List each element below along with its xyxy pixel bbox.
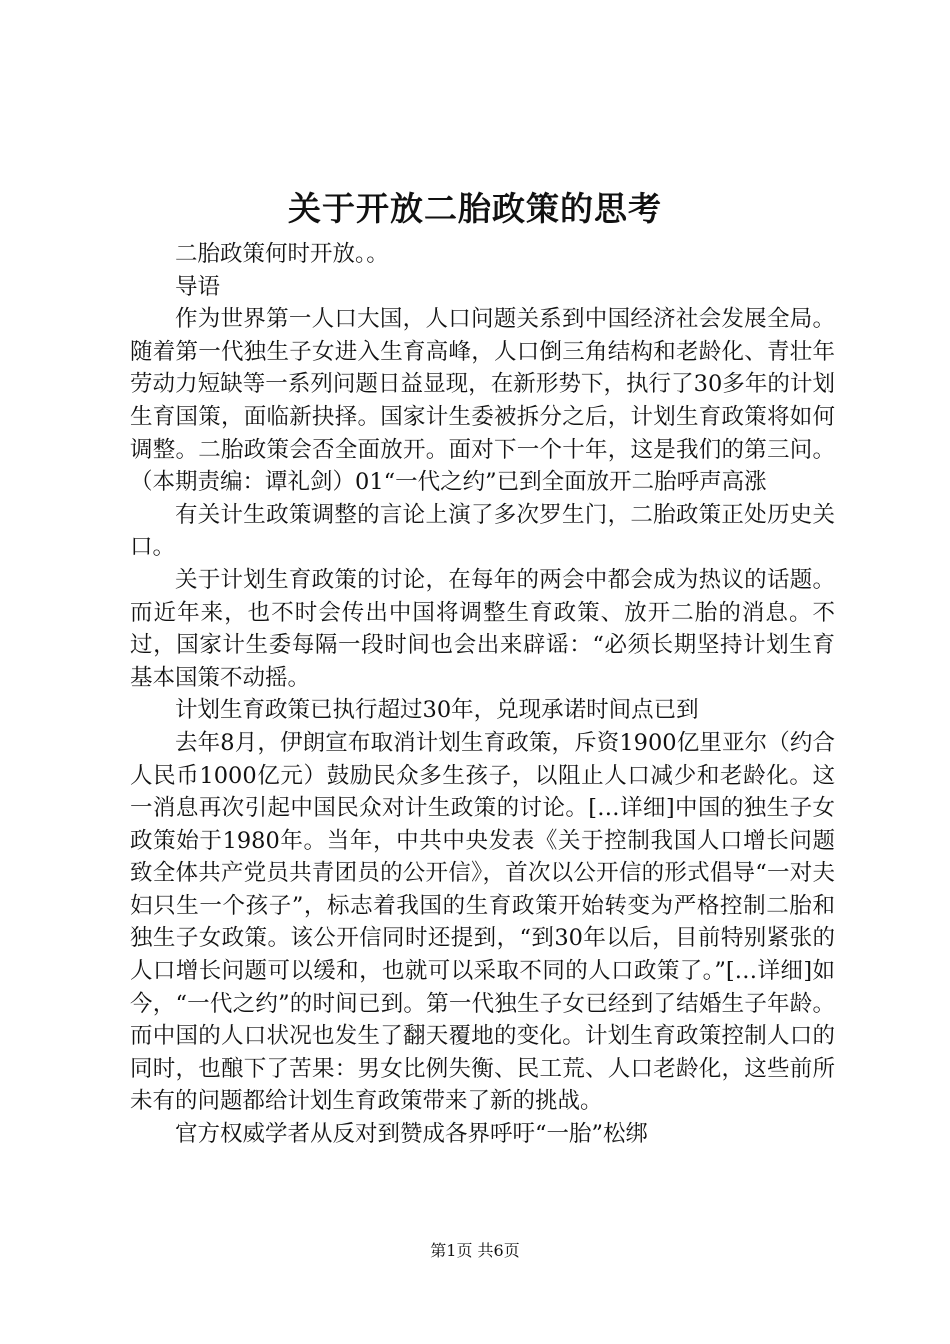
page-footer: 第1页 共6页 <box>430 1241 520 1260</box>
document-title: 关于开放二胎政策的思考 <box>288 189 662 228</box>
document-body <box>130 238 835 1151</box>
paragraph-lead-label: 导语 <box>175 273 221 300</box>
paragraph-subtitle: 二胎政策何时开放。。 <box>175 241 389 267</box>
paragraph-history: 去年8月，伊朗宣布取消计划生育政策，斥资1900亿里亚尔（约合人民币1000亿元）鼓励民众多生孩子，以阻止人口减少和老龄化。这一消息再次引起中国民众对计生政策的讨论。[…详细]中国的独生子女政策始于1980年。当年，中共中央发表《关于控制我国人口增长问题致全体共产党员共青团员的公开信》，首次以公开信的形式倡导“一对夫妇只生一个孩子”，标志着我国的生育政策开始转变为严格控制二胎和独生子女政策。该公开信同时还提到，“到30年以后，目前特别紧张的人口增长问题可以缓和，也就可以采取不同的人口政策了。”[…详细]如今，“一代之约”的时间已到。第一代独生子女已经到了结婚生子年龄。而中国的人口状况也发生了翻天覆地的变化。计划生育政策控制人口的同时，也酿下了苦果：男女比例失衡、民工荒、人口老龄化，这些前所未有的问题都给计划生育政策带来了新的挑战。 <box>130 729 835 1115</box>
paragraph-two-sessions: 关于计划生育政策的讨论，在每年的两会中都会成为热议的话题。而近年来，也不时会传出中国将调整生育政策、放开二胎的消息。不过，国家计生委每隔一段时间也会出来辟谣：“必须长期坚持计划生育基本国策不动摇。 <box>130 566 835 691</box>
paragraph-section-heading-2: 官方权威学者从反对到赞成各界呼吁“一胎”松绑 <box>175 1121 649 1148</box>
paragraph-policy-crossroads: 有关计生政策调整的言论上演了多次罗生门，二胎政策正处历史关口。 <box>130 501 835 561</box>
paragraph-intro: 作为世界第一人口大国，人口问题关系到中国经济社会发展全局。随着第一代独生子女进入生育高峰，人口倒三角结构和老龄化、青壮年劳动力短缺等一系列问题日益显现，在新形势下，执行了30多年的计划生育国策，面临新抉择。国家计生委被拆分之后，计划生育政策将如何调整。二胎政策会否全面放开。面对下一个十年，这是我们的第三问。（本期责编：谭礼剑）01“一代之约”已到全面放开二胎呼声高涨 <box>130 306 835 496</box>
paragraph-section-heading: 计划生育政策已执行超过30年，兑现承诺时间点已到 <box>175 697 699 724</box>
